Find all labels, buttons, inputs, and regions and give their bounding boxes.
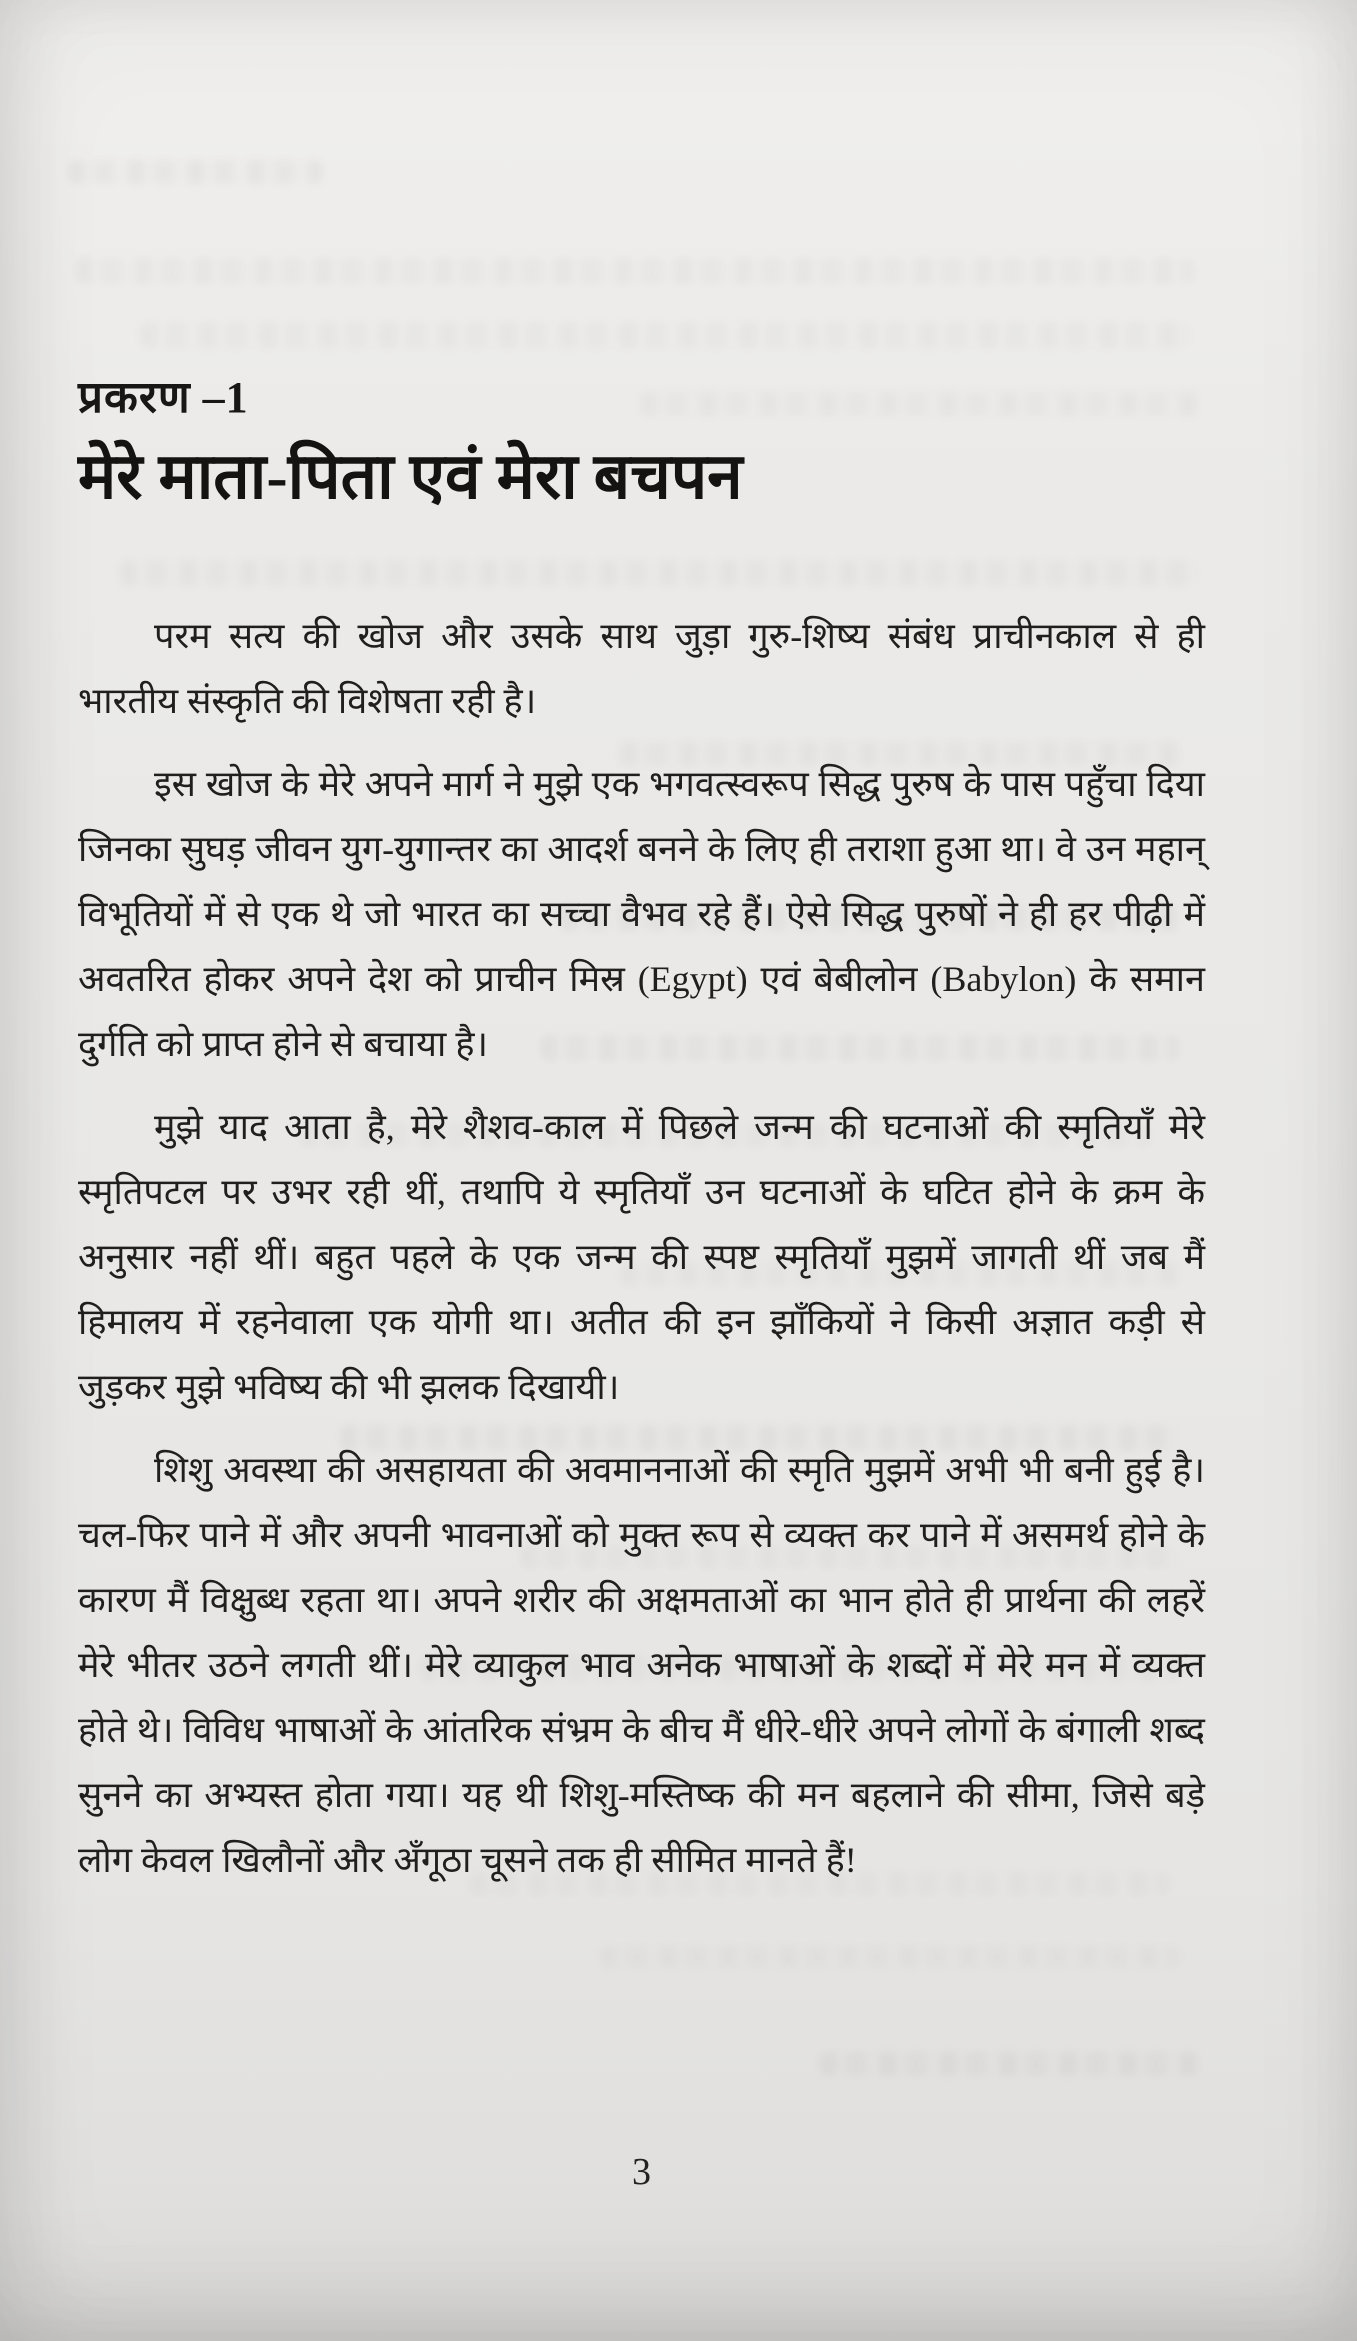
- body-paragraph: शिशु अवस्था की असहायता की अवमाननाओं की स्मृति मुझमें अभी भी बनी हुई है। चल-फिर पाने में और अपनी भावनाओं को मुक्त रूप से व्यक्त कर पाने में असमर्थ होने के कारण मैं विक्षुब्ध रहता था। अपने शरीर की अक्षमताओं का भान होते ही प्रार्थना की लहरें मेरे भीतर उठने लगती थीं। मेरे व्याकुल भाव अनेक भाषाओं के शब्दों में मेरे मन में व्यक्त होते थे। विविध भाषाओं के आंतरिक संभ्रम के बीच मैं धीरे-धीरे अपने लोगों के बंगाली शब्द सुनने का अभ्यस्त होता गया। यह थी शिशु-मस्तिष्क की मन बहलाने की सीमा, जिसे बड़े लोग केवल खिलौनों और अँगूठा चूसने तक ही सीमित मानते हैं!: [78, 1449, 1205, 1880]
- chapter-number-label: प्रकरण –1: [78, 373, 249, 422]
- body-paragraph: मुझे याद आता है, मेरे शैशव-काल में पिछले जन्म की घटनाओं की स्मृतियाँ मेरे स्मृतिपटल पर उभर रही थीं, तथापि ये स्मृतियाँ उन घटनाओं के घटित होने के क्रम के अनुसार नहीं थीं। बहुत पहले के एक जन्म की स्पष्ट स्मृतियाँ मुझमें जागती थीं जब मैं हिमालय में रहनेवाला एक योगी था। अतीत की इन झाँकियों ने किसी अज्ञात कड़ी से जुड़कर मुझे भविष्य की भी झलक दिखायी।: [78, 1106, 1205, 1407]
- body-paragraph: इस खोज के मेरे अपने मार्ग ने मुझे एक भगवत्स्वरूप सिद्ध पुरुष के पास पहुँचा दिया जिनका सुघड़ जीवन युग-युगान्तर का आदर्श बनने के लिए ही तराशा हुआ था। वे उन महान् विभूतियों में से एक थे जो भारत का सच्चा वैभव रहे हैं। ऐसे सिद्ध पुरुषों ने ही हर पीढ़ी में अवतरित होकर अपने देश को प्राचीन मिस्र (Egypt) एवं बेबीलोन (Babylon) के समान दुर्गति को प्राप्त होने से बचाया है।: [78, 763, 1205, 1064]
- page-number: 3: [632, 2151, 651, 2193]
- page-content: [78, 0, 1205, 1911]
- body-paragraph: परम सत्य की खोज और उसके साथ जुड़ा गुरु-शिष्य संबंध प्राचीनकाल से ही भारतीय संस्कृति की विशेषता रही है।: [78, 615, 1205, 721]
- chapter-title: मेरे माता-पिता एवं मेरा बचपन: [78, 440, 743, 512]
- show-through-smudge: [820, 2052, 1200, 2076]
- show-through-smudge: [600, 1946, 1180, 1968]
